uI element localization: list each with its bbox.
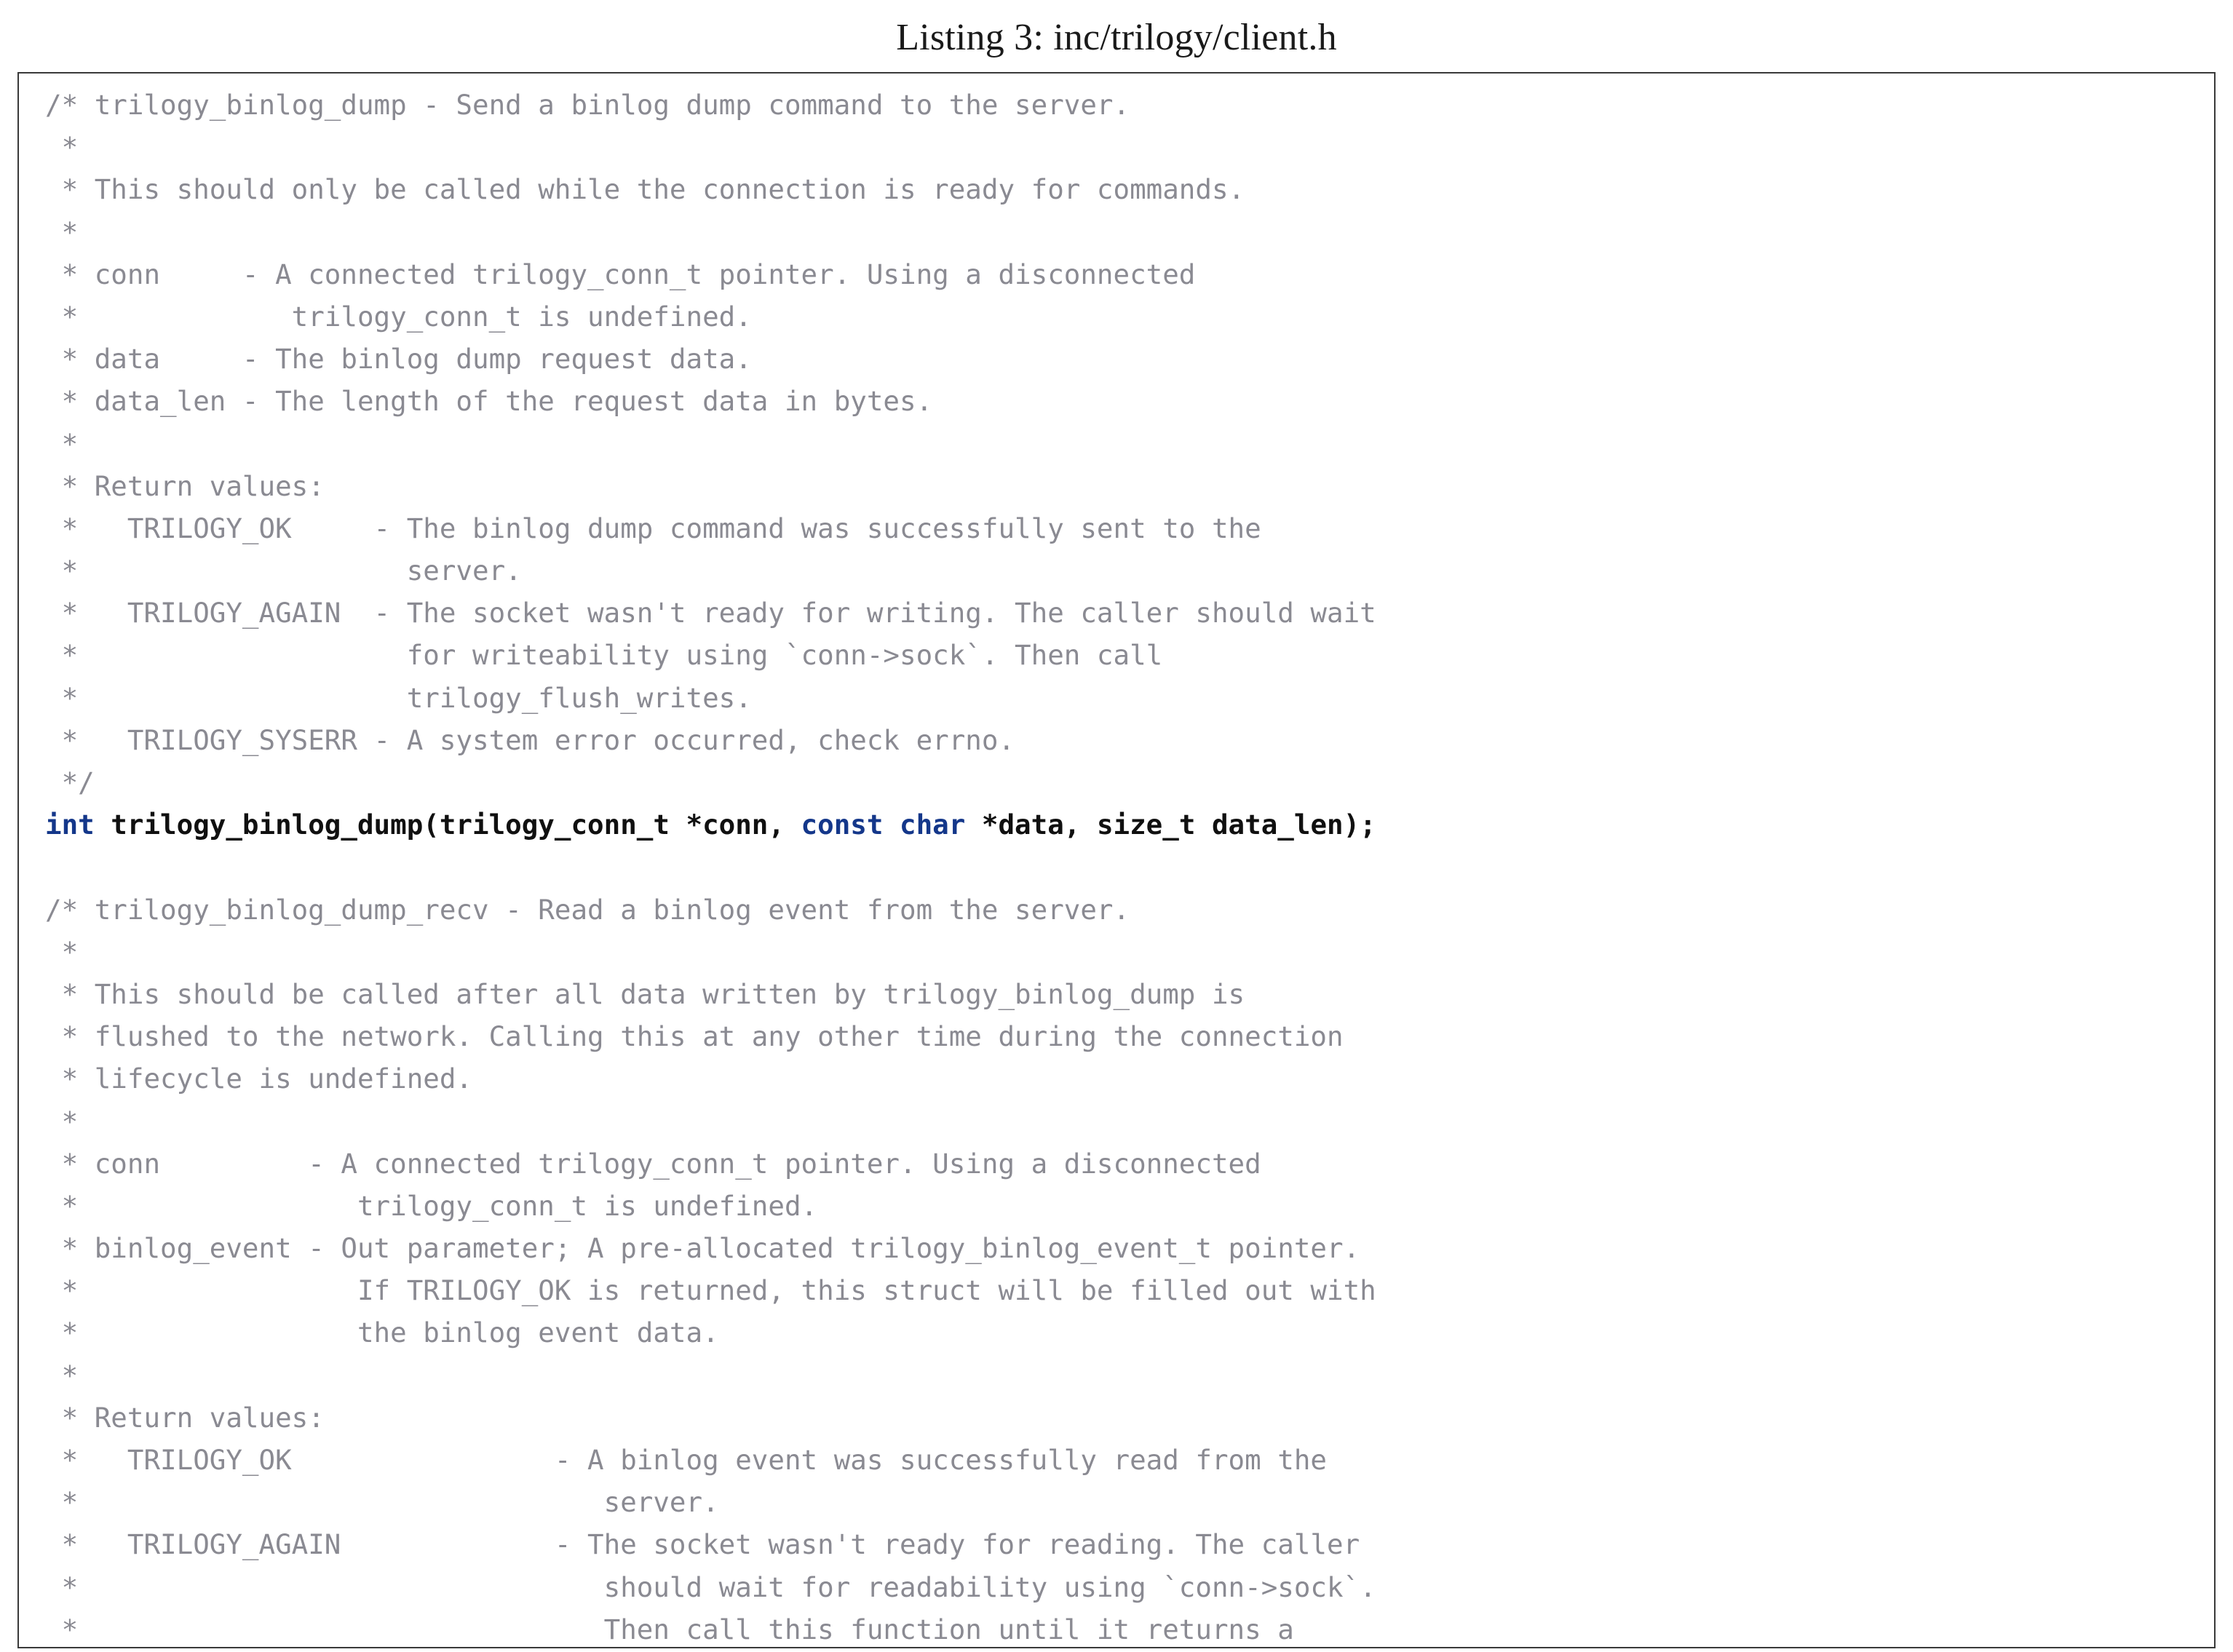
code-line — [45, 211, 2214, 253]
code-line — [45, 423, 2214, 465]
code-line — [45, 380, 2214, 422]
code-line — [45, 1143, 2214, 1185]
code-line — [45, 973, 2214, 1015]
code-line — [45, 761, 2214, 803]
code-line — [45, 1185, 2214, 1227]
code-comment: * data_len - The length of the request data in bytes. — [45, 385, 933, 418]
code-comment: * — [45, 427, 79, 460]
code-comment: * conn - A connected trilogy_conn_t pointer. Using a disconnected — [45, 1147, 1261, 1180]
code-comment: * TRILOGY_OK - A binlog event was successfully read from the — [45, 1444, 1327, 1476]
code-comment: * server. — [45, 1486, 719, 1519]
code-keyword: int — [45, 809, 95, 841]
code-line — [45, 1523, 2214, 1565]
code-line — [45, 1057, 2214, 1100]
code-comment: * the binlog event data. — [45, 1317, 719, 1349]
code-keyword: const — [801, 809, 884, 841]
code-comment: * TRILOGY_AGAIN - The socket wasn't ready for writing. The caller should wait — [45, 597, 1376, 630]
code-line — [45, 1397, 2214, 1439]
code-comment: * for writeability using `conn->sock`. Then call — [45, 639, 1163, 672]
code-line — [45, 84, 2214, 126]
code-comment: * trilogy_conn_t is undefined. — [45, 300, 752, 333]
code-comment: * TRILOGY_OK - The binlog dump command was successfully sent to the — [45, 512, 1261, 544]
code-comment: * should wait for readability using `conn->sock`. — [45, 1570, 1376, 1603]
code-comment: * TRILOGY_SYSERR - A system error occurred, check errno. — [45, 723, 1015, 756]
code-line — [45, 1227, 2214, 1269]
code-line — [45, 338, 2214, 380]
code-line — [45, 295, 2214, 338]
code-comment: * Return values: — [45, 469, 325, 502]
code-comment: /* trilogy_binlog_dump_recv - Read a binlog event from the server. — [45, 893, 1130, 926]
code-line — [45, 1015, 2214, 1057]
code-line — [45, 1100, 2214, 1143]
code-listing-box — [17, 72, 2216, 1648]
code-body — [19, 84, 2214, 1648]
code-line — [45, 592, 2214, 634]
code-line — [45, 465, 2214, 507]
code-line — [45, 168, 2214, 210]
code-line — [45, 889, 2214, 931]
code-line — [45, 719, 2214, 761]
code-line — [45, 803, 2214, 846]
code-line — [45, 1269, 2214, 1311]
code-comment: * binlog_event - Out parameter; A pre-allocated trilogy_binlog_event_t pointer. — [45, 1232, 1360, 1265]
code-keyword: char — [900, 809, 966, 841]
code-token — [883, 809, 900, 841]
code-comment: * server. — [45, 555, 522, 587]
code-line — [45, 1311, 2214, 1354]
code-comment: * — [45, 1105, 79, 1137]
listing-caption: Listing 3: inc/trilogy/client.h — [896, 17, 1337, 58]
code-comment: * — [45, 935, 79, 968]
code-comment: /* trilogy_binlog_dump - Send a binlog dump command to the server. — [45, 89, 1130, 121]
code-comment: * TRILOGY_AGAIN - The socket wasn't ready for reading. The caller — [45, 1528, 1360, 1561]
code-line — [45, 1439, 2214, 1481]
code-line — [45, 507, 2214, 549]
code-comment: * flushed to the network. Calling this at any other time during the connection — [45, 1020, 1344, 1053]
code-token: trilogy_binlog_dump(trilogy_conn_t *conn, — [94, 809, 801, 841]
code-comment: * conn - A connected trilogy_conn_t pointer. Using a disconnected — [45, 258, 1196, 290]
code-line — [45, 549, 2214, 592]
code-comment: * — [45, 1359, 79, 1391]
code-line — [45, 677, 2214, 719]
code-comment: * trilogy_flush_writes. — [45, 681, 752, 714]
code-comment — [45, 851, 62, 883]
code-line — [45, 634, 2214, 676]
code-line — [45, 1354, 2214, 1397]
code-comment: * data - The binlog dump request data. — [45, 343, 752, 376]
code-line — [45, 1566, 2214, 1608]
code-line — [45, 126, 2214, 168]
code-line — [45, 931, 2214, 973]
code-line — [45, 253, 2214, 295]
code-comment: * This should be called after all data written by trilogy_binlog_dump is — [45, 977, 1245, 1010]
code-comment: * lifecycle is undefined. — [45, 1063, 472, 1095]
code-comment: */ — [45, 766, 95, 798]
code-comment: * This should only be called while the connection is ready for commands. — [45, 173, 1245, 206]
code-comment: * — [45, 131, 79, 164]
code-comment: * — [45, 215, 79, 248]
code-comment: * If TRILOGY_OK is returned, this struct will be filled out with — [45, 1274, 1376, 1307]
code-line — [45, 1481, 2214, 1523]
code-comment: * Return values: — [45, 1401, 325, 1434]
code-comment: * Then call this function until it returns a — [45, 1613, 1294, 1645]
code-line — [45, 846, 2214, 888]
code-token: *data, size_t data_len); — [965, 809, 1376, 841]
code-comment: * trilogy_conn_t is undefined. — [45, 1189, 818, 1222]
code-line — [45, 1608, 2214, 1648]
